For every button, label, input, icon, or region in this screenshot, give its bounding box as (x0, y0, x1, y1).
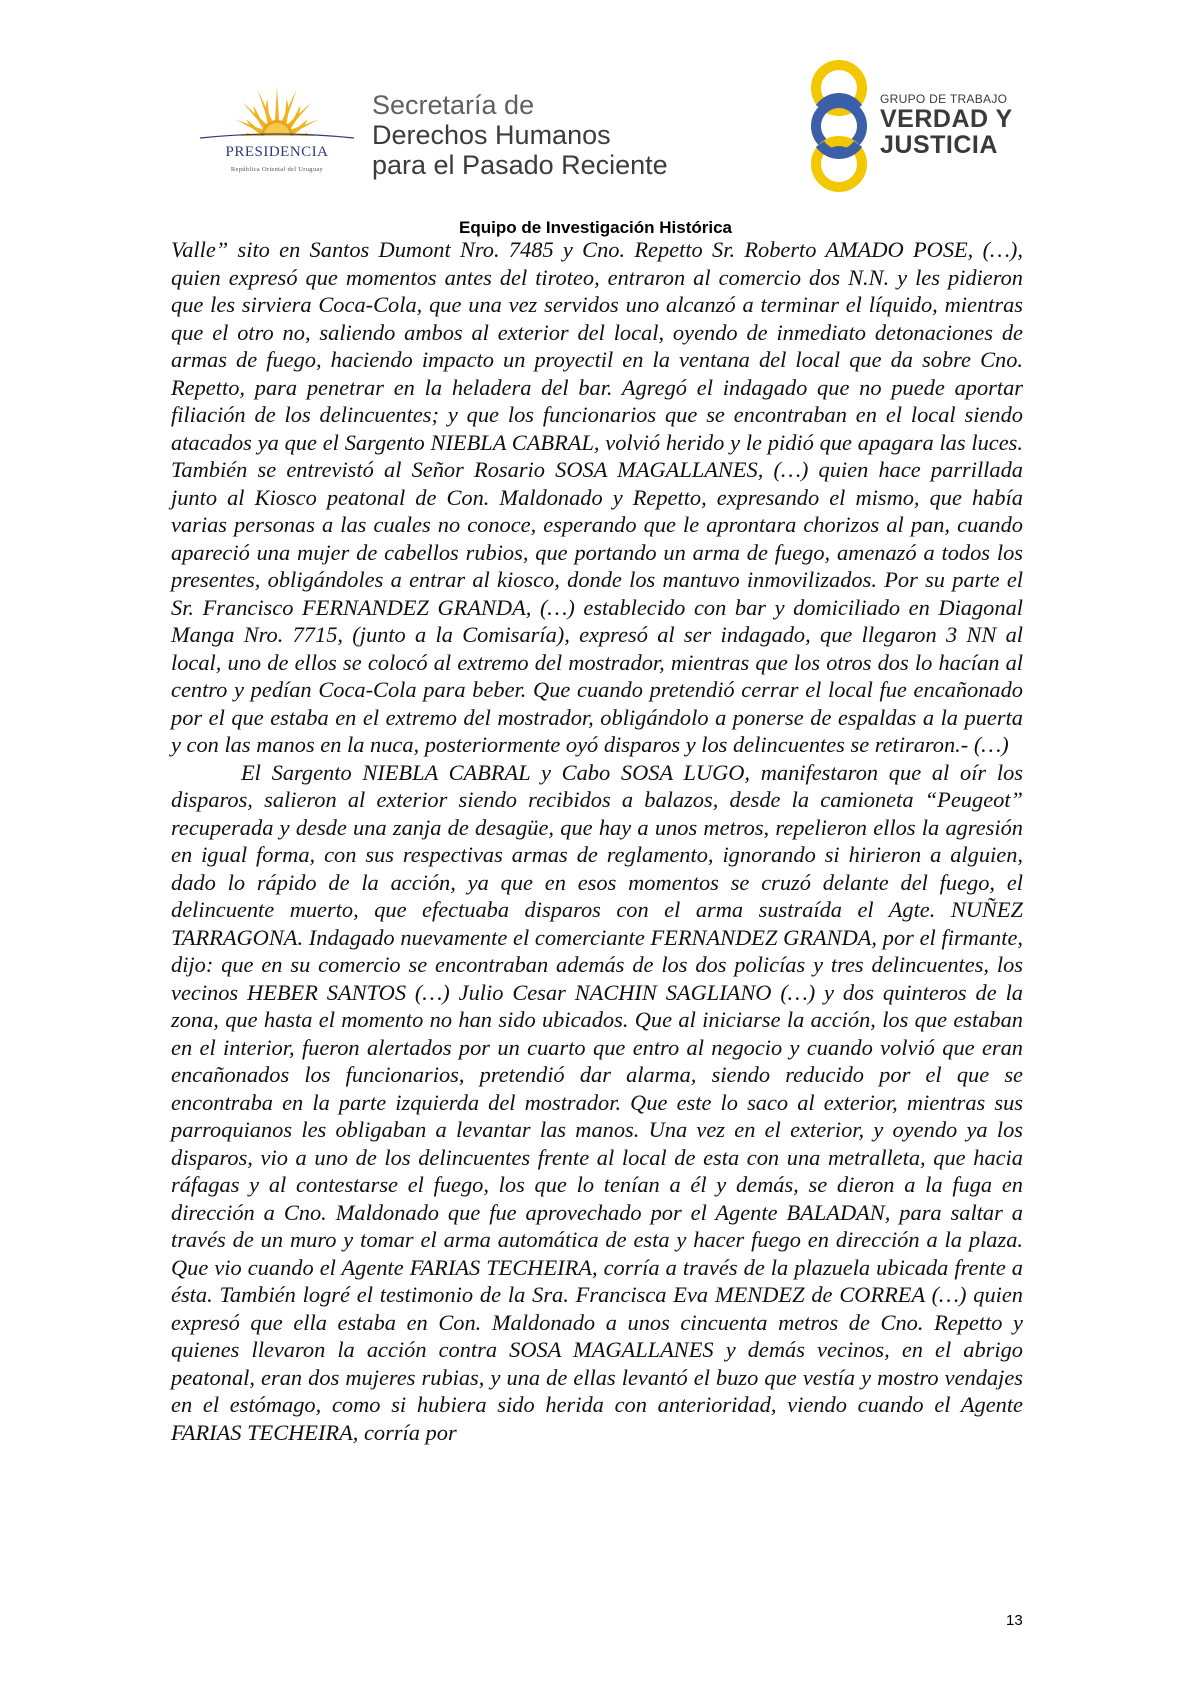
sun-emblem-icon (196, 80, 358, 144)
body-paragraph: El Sargento NIEBLA CABRAL y Cabo SOSA LUGO, manifestaron que al oír los disparos, salieron al exterior siendo recibidos a balazos, desde la camioneta “Peugeot” recuperada y desde una zanja de desagüe, que hay a unos metros, repelieron ellos la agresión en igual forma, con sus respectivas armas de reglamento, ignorando si hirieron a alguien, dado lo rápido de la acción, ya que en esos momentos se cruzó delante del fuego, el delincuente muerto, que efectuaba disparos con el arma sustraída el Agte. NUÑEZ TARRAGONA. Indagado nuevamente el comerciante FERNANDEZ GRANDA, por el firmante, dijo: que en su comercio se encontraban además de los dos policías y tres delincuentes, los vecinos HEBER SANTOS (…) Julio Cesar NACHIN SAGLIANO (…) y dos quinteros de la zona, que hasta el momento no han sido ubicados. Que al iniciarse la acción, los que estaban en el interior, fueron alertados por un cuarto que entro al negocio y cuando volvió que eran encañonados los funcionarios, pretendió dar alarma, siendo reducido por el que se encontraba en la parte izquierda del mostrador. Que este lo saco al exterior, mientras sus parroquianos les obligaban a levantar las manos. Una vez en el exterior, y oyendo ya los disparos, vio a uno de los delincuentes frente al local de esta con una metralleta, que hacia ráfagas y al contestarse el fuego, los que lo tenían a él y demás, se dieron a la fuga en dirección a Cno. Maldonado que fue aprovechado por el Agente BALADAN, para saltar a través de un muro y tomar el arma automática de esta y hacer fuego en dirección a la plaza. Que vio cuando el Agente FARIAS TECHEIRA, corría a través de la plazuela ubicada frente a ésta. También logré el testimonio de la Sra. Francisca Eva MENDEZ de CORREA (…) quien expresó que ella estaba en Con. Maldonado a unos cincuenta metros de Cno. Repetto y quienes llevaron la acción contra SOSA MAGALLANES y demás vecinos, en el abrigo peatonal, eran dos mujeres rubias, y una de ellas levantó el buzo que vestía y mostro vendajes en el estómago, como si hubiera sido herida con anterioridad, viendo cuando el Agente FARIAS TECHEIRA, corría por (171, 759, 1023, 1445)
linked-rings-icon (808, 60, 870, 192)
grupo-trabajo-logo (808, 60, 870, 192)
presidencia-logo (196, 80, 358, 185)
secretaria-line-2: Derechos Humanos (372, 120, 611, 150)
secretaria-line-1: Secretaría de (372, 90, 535, 120)
presidencia-title: PRESIDENCIA (225, 144, 329, 160)
secretaria-heading (372, 90, 668, 180)
document-body (171, 236, 1023, 1446)
grupo-trabajo-line-2: VERDAD Y (880, 105, 1013, 133)
page-number: 13 (1006, 1612, 1023, 1629)
grupo-trabajo-line-3: JUSTICIA (880, 131, 998, 159)
secretaria-line-3: para el Pasado Reciente (372, 150, 668, 180)
body-paragraph: Valle” sito en Santos Dumont Nro. 7485 y Cno. Repetto Sr. Roberto AMADO POSE, (…), quien expresó que momentos antes del tiroteo, entraron al comercio dos N.N. y les pidieron que les sirviera Coca-Cola, que una vez servidos uno alcanzó a terminar el líquido, mientras que el otro no, saliendo ambos al exterior del local, oyendo de inmediato detonaciones de armas de fuego, haciendo impacto un proyectil en la ventana del local que da sobre Cno. Repetto, para penetrar en la heladera del bar. Agregó el indagado que no puede aportar filiación de los delincuentes; y que los funcionarios que se encontraban en el local siendo atacados ya que el Sargento NIEBLA CABRAL, volvió herido y le pidió que apagara las luces. También se entrevistó al Señor Rosario SOSA MAGALLANES, (…) quien hace parrillada junto al Kiosco peatonal de Con. Maldonado y Repetto, expresando el mismo, que había varias personas a las cuales no conoce, esperando que le aprontara chorizos al pan, cuando apareció una mujer de cabellos rubios, que portando un arma de fuego, amenazó a todos los presentes, obligándoles a entrar al kiosco, donde los mantuvo inmovilizados. Por su parte el Sr. Francisco FERNANDEZ GRANDA, (…) establecido con bar y domiciliado en Diagonal Manga Nro. 7715, (junto a la Comisaría), expresó al ser indagado, que llegaron 3 NN al local, uno de ellos se colocó al extremo del mostrador, mientras que los otros dos lo hacían al centro y pedían Coca-Cola para beber. Que cuando pretendió cerrar el local fue encañonado por el que estaba en el extremo del mostrador, obligándolo a ponerse de espaldas a la puerta y con las manos en la nuca, posteriormente oyó disparos y los delincuentes se retiraron.- (…) (171, 237, 1023, 757)
presidencia-subtitle: República Oriental del Uruguay (230, 166, 324, 173)
team-heading: Equipo de Investigación Histórica (459, 218, 732, 237)
grupo-trabajo-line-1: GRUPO DE TRABAJO (880, 92, 1008, 106)
grupo-trabajo-text (880, 92, 1013, 158)
